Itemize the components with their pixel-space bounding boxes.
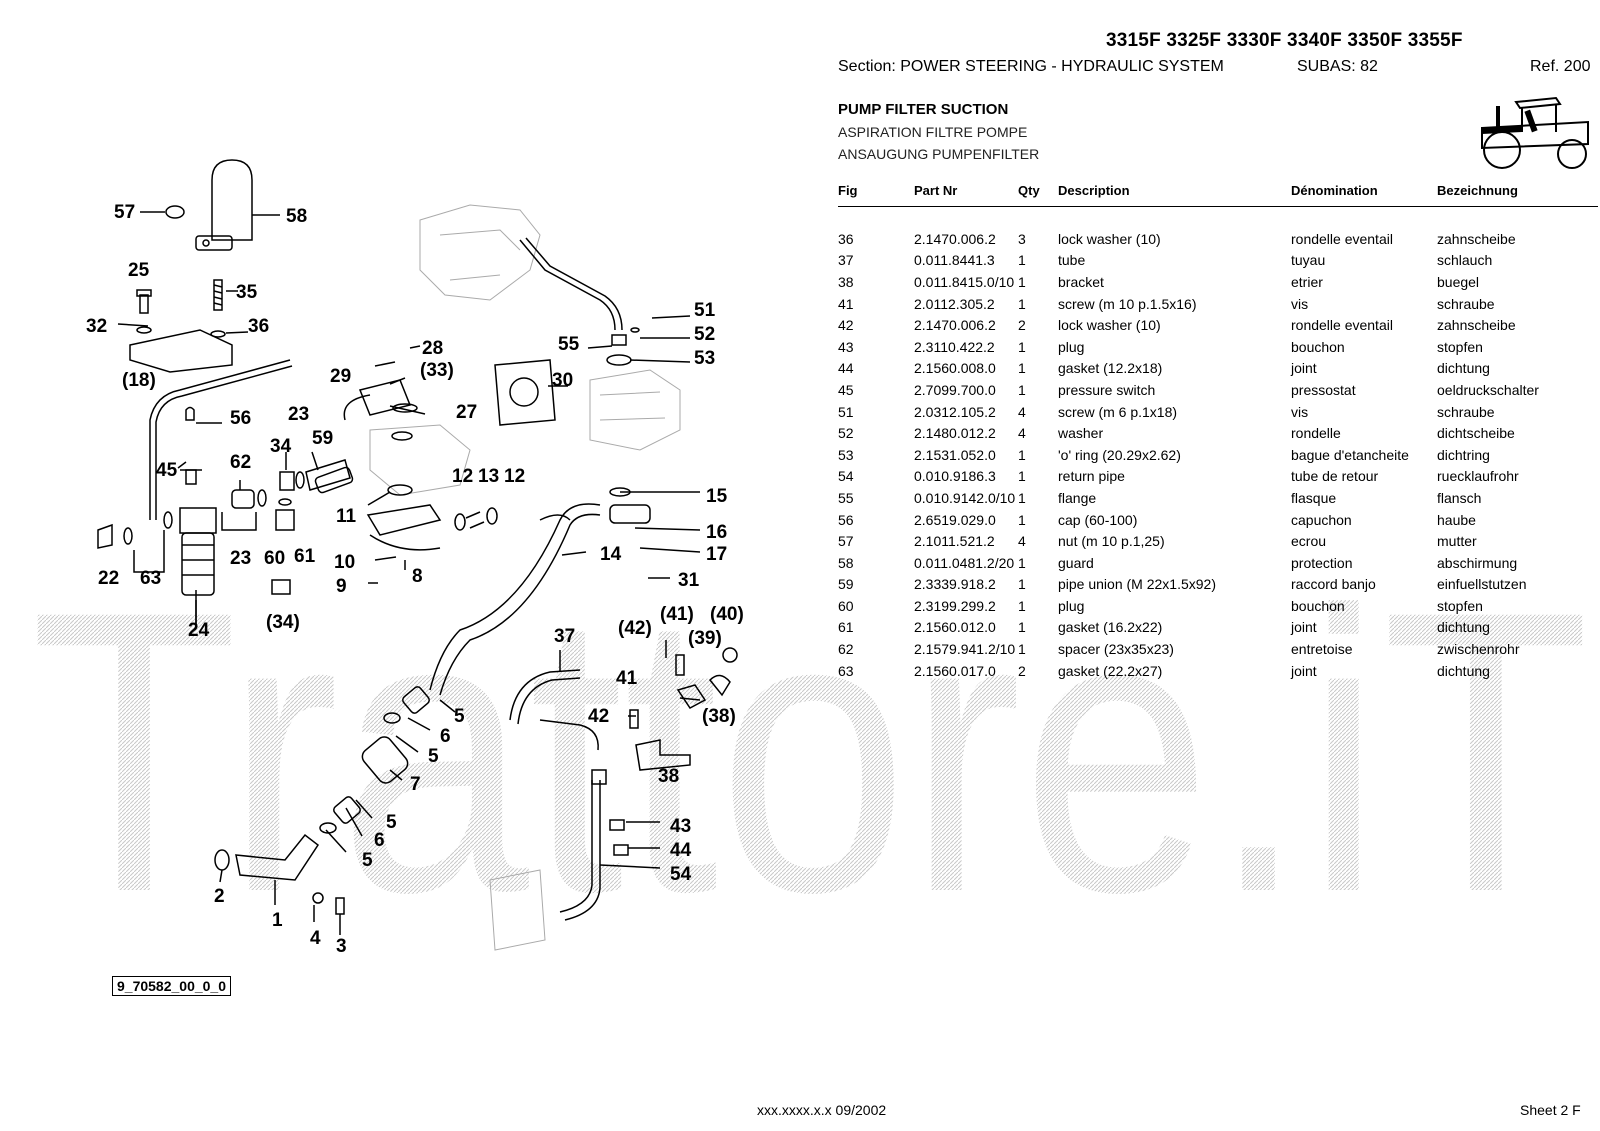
- table-row: [838, 574, 1598, 596]
- cell-qty: 1: [1018, 468, 1026, 485]
- cell-denomination: raccord banjo: [1291, 576, 1376, 593]
- table-row: [838, 358, 1598, 380]
- subas-label: SUBAS: 82: [1297, 58, 1378, 75]
- table-row: [838, 293, 1598, 315]
- reference-number: Ref. 200: [1530, 58, 1591, 75]
- callout: 55: [558, 334, 580, 355]
- cell-bezeichnung: zahnscheibe: [1437, 230, 1516, 247]
- cell-bezeichnung: ruecklaufrohr: [1437, 468, 1519, 485]
- callout: 24: [188, 620, 210, 641]
- callout: 58: [286, 206, 308, 227]
- cell-description: flange: [1058, 489, 1097, 506]
- callout: 5: [362, 850, 373, 871]
- cell-part-nr: 2.7099.700.0: [914, 381, 996, 398]
- cell-description: lock washer (10): [1058, 230, 1161, 247]
- cell-part-nr: 2.1480.012.2: [914, 425, 996, 442]
- cell-denomination: capuchon: [1291, 511, 1352, 528]
- callout: 5: [386, 812, 397, 833]
- callout: 29: [330, 366, 352, 387]
- cell-bezeichnung: oeldruckschalter: [1437, 381, 1539, 398]
- cell-qty: 1: [1018, 273, 1026, 290]
- cell-qty: 1: [1018, 489, 1026, 506]
- cell-fig: 56: [838, 511, 854, 528]
- cell-denomination: joint: [1291, 619, 1317, 636]
- table-row: [838, 422, 1598, 444]
- cell-bezeichnung: schraube: [1437, 403, 1495, 420]
- callout-labels: [86, 202, 744, 957]
- cell-denomination: flasque: [1291, 489, 1337, 506]
- cell-bezeichnung: stopfen: [1437, 597, 1483, 614]
- callout: 4: [310, 928, 321, 949]
- cell-qty: 1: [1018, 338, 1026, 355]
- cell-description: pressure switch: [1058, 381, 1156, 398]
- cell-bezeichnung: dichtung: [1437, 662, 1490, 679]
- cell-part-nr: 2.1560.017.0: [914, 662, 996, 679]
- cell-qty: 2: [1018, 662, 1026, 679]
- cell-bezeichnung: dichtung: [1437, 619, 1490, 636]
- cell-denomination: tube de retour: [1291, 468, 1379, 485]
- callout: (38): [702, 706, 736, 727]
- table-row: [838, 444, 1598, 466]
- cell-part-nr: 2.1560.012.0: [914, 619, 996, 636]
- callout: 61: [294, 546, 316, 567]
- callout: 1: [272, 910, 283, 931]
- cell-description: spacer (23x35x23): [1058, 641, 1174, 658]
- table-header-row: [838, 182, 1598, 207]
- cell-part-nr: 2.6519.029.0: [914, 511, 996, 528]
- callout: 35: [236, 282, 258, 303]
- callout: 53: [694, 348, 716, 369]
- cell-qty: 4: [1018, 425, 1026, 442]
- cell-part-nr: 2.1531.052.0: [914, 446, 996, 463]
- callout: 25: [128, 260, 150, 281]
- callout: 5: [428, 746, 439, 767]
- cell-fig: 58: [838, 554, 854, 571]
- cell-qty: 4: [1018, 533, 1026, 550]
- cell-qty: 1: [1018, 295, 1026, 312]
- table-row: [838, 552, 1598, 574]
- cell-qty: 1: [1018, 641, 1026, 658]
- table-row: [838, 314, 1598, 336]
- cell-qty: 1: [1018, 360, 1026, 377]
- cell-fig: 54: [838, 468, 854, 485]
- callout: 5: [454, 706, 465, 727]
- callout: 36: [248, 316, 270, 337]
- cell-fig: 37: [838, 252, 854, 269]
- table-row: [838, 466, 1598, 488]
- cell-description: guard: [1058, 554, 1094, 571]
- cell-denomination: etrier: [1291, 273, 1323, 290]
- table-row: [838, 509, 1598, 531]
- callout: (34): [266, 612, 300, 633]
- cell-denomination: rondelle eventail: [1291, 230, 1393, 247]
- callout: 14: [600, 544, 622, 565]
- cell-description: cap (60-100): [1058, 511, 1138, 528]
- callout: 30: [552, 370, 574, 391]
- callout: 13: [478, 466, 500, 487]
- cell-denomination: bouchon: [1291, 597, 1345, 614]
- cell-part-nr: 2.1579.941.2/10: [914, 641, 1016, 658]
- cell-fig: 63: [838, 662, 854, 679]
- cell-fig: 44: [838, 360, 854, 377]
- callout: 28: [422, 338, 444, 359]
- cell-description: return pipe: [1058, 468, 1125, 485]
- column-header-denomination: Dénomination: [1291, 182, 1437, 207]
- cell-part-nr: 2.0312.105.2: [914, 403, 996, 420]
- callout: (18): [122, 370, 156, 391]
- table-row: [838, 638, 1598, 660]
- table-row: [838, 401, 1598, 423]
- cell-bezeichnung: flansch: [1437, 489, 1482, 506]
- cell-description: plug: [1058, 338, 1085, 355]
- cell-fig: 62: [838, 641, 854, 658]
- cell-denomination: tuyau: [1291, 252, 1326, 269]
- callout: 37: [554, 626, 576, 647]
- cell-denomination: protection: [1291, 554, 1353, 571]
- cell-part-nr: 2.3199.299.2: [914, 597, 996, 614]
- cell-qty: 1: [1018, 576, 1026, 593]
- callout: 59: [312, 428, 334, 449]
- watermark-text: Trattore.iT: [30, 560, 1590, 920]
- cell-bezeichnung: abschirmung: [1437, 554, 1518, 571]
- cell-fig: 36: [838, 230, 854, 247]
- callout: 9: [336, 576, 347, 597]
- callout: (39): [688, 628, 722, 649]
- callout: 23: [230, 548, 252, 569]
- callout: 27: [456, 402, 478, 423]
- callout: 38: [658, 766, 680, 787]
- cell-denomination: vis: [1291, 403, 1309, 420]
- callout: 3: [336, 936, 347, 957]
- callout: 42: [588, 706, 610, 727]
- callout: 17: [706, 544, 728, 565]
- tractor-icon: [1476, 92, 1592, 172]
- table-row: [838, 595, 1598, 617]
- cell-bezeichnung: buegel: [1437, 273, 1480, 290]
- callout: 12: [504, 466, 526, 487]
- cell-part-nr: 2.1011.521.2: [914, 533, 995, 550]
- cell-part-nr: 0.011.8415.0/10: [914, 273, 1015, 290]
- cell-denomination: ecrou: [1291, 533, 1327, 550]
- cell-bezeichnung: dichtring: [1437, 446, 1490, 463]
- parts-table: [838, 182, 1598, 681]
- column-header-part-nr: Part Nr: [914, 182, 1018, 207]
- cell-part-nr: 2.1560.008.0: [914, 360, 996, 377]
- exploded-parts-diagram: [0, 0, 840, 1000]
- cell-bezeichnung: einfuellstutzen: [1437, 576, 1527, 593]
- table-row: [838, 617, 1598, 639]
- cell-fig: 60: [838, 597, 854, 614]
- cell-denomination: bague d'etancheite: [1291, 446, 1409, 463]
- table-row: [838, 250, 1598, 272]
- cell-description: screw (m 6 p.1x18): [1058, 403, 1178, 420]
- cell-fig: 57: [838, 533, 854, 550]
- cell-denomination: pressostat: [1291, 381, 1356, 398]
- table-row: [838, 336, 1598, 358]
- callout: (33): [420, 360, 454, 381]
- model-list: 3315F 3325F 3330F 3340F 3350F 3355F: [1106, 30, 1463, 51]
- callout: 2: [214, 886, 225, 907]
- cell-bezeichnung: haube: [1437, 511, 1476, 528]
- table-row: [838, 530, 1598, 552]
- footer-code: xxx.xxxx.x.x 09/2002: [757, 1102, 887, 1118]
- cell-qty: 3: [1018, 230, 1026, 247]
- cell-denomination: bouchon: [1291, 338, 1345, 355]
- callout: 31: [678, 570, 700, 591]
- cell-fig: 41: [838, 295, 854, 312]
- cell-bezeichnung: dichtung: [1437, 360, 1490, 377]
- callout: 6: [440, 726, 451, 747]
- cell-denomination: vis: [1291, 295, 1309, 312]
- callout: 57: [114, 202, 136, 223]
- page-title-german: ANSAUGUNG PUMPENFILTER: [838, 146, 1040, 162]
- table-row: [838, 228, 1598, 250]
- cell-fig: 55: [838, 489, 854, 506]
- callout: 41: [616, 668, 638, 689]
- cell-qty: 1: [1018, 446, 1026, 463]
- cell-description: washer: [1058, 425, 1104, 442]
- page-title-french: ASPIRATION FILTRE POMPE: [838, 124, 1028, 140]
- callout: 62: [230, 452, 252, 473]
- table-row: [838, 379, 1598, 401]
- callout: 7: [410, 774, 421, 795]
- cell-fig: 43: [838, 338, 854, 355]
- table-row: [838, 487, 1598, 509]
- callout: 15: [706, 486, 728, 507]
- callout: 43: [670, 816, 692, 837]
- cell-description: screw (m 10 p.1.5x16): [1058, 295, 1197, 312]
- cell-fig: 38: [838, 273, 854, 290]
- cell-qty: 4: [1018, 403, 1026, 420]
- cell-part-nr: 2.3339.918.2: [914, 576, 996, 593]
- cell-bezeichnung: schlauch: [1437, 252, 1493, 269]
- callout: (41): [660, 604, 694, 625]
- callout: 12: [452, 466, 474, 487]
- callout: 45: [156, 460, 178, 481]
- callout: 32: [86, 316, 108, 337]
- table-row: [838, 660, 1598, 682]
- cell-denomination: entretoise: [1291, 641, 1353, 658]
- cell-description: lock washer (10): [1058, 317, 1161, 334]
- cell-qty: 1: [1018, 511, 1026, 528]
- cell-fig: 51: [838, 403, 854, 420]
- cell-denomination: joint: [1291, 662, 1317, 679]
- cell-description: gasket (22.2x27): [1058, 662, 1163, 679]
- callout: 6: [374, 830, 385, 851]
- callout: 60: [264, 548, 286, 569]
- section-title: Section: POWER STEERING - HYDRAULIC SYSTEM: [838, 58, 1224, 75]
- page-title-english: PUMP FILTER SUCTION: [838, 101, 1009, 118]
- cell-denomination: joint: [1291, 360, 1317, 377]
- cell-part-nr: 0.011.8441.3: [914, 252, 995, 269]
- cell-description: pipe union (M 22x1.5x92): [1058, 576, 1216, 593]
- cell-bezeichnung: zwischenrohr: [1437, 641, 1520, 658]
- cell-part-nr: 2.1470.006.2: [914, 230, 996, 247]
- cell-part-nr: 2.0112.305.2: [914, 295, 995, 312]
- cell-fig: 52: [838, 425, 854, 442]
- cell-description: gasket (16.2x22): [1058, 619, 1163, 636]
- callout: (40): [710, 604, 744, 625]
- callout: 63: [140, 568, 162, 589]
- diagram-id-box: 9_70582_00_0_0: [112, 976, 231, 996]
- callout: 34: [270, 436, 292, 457]
- cell-bezeichnung: schraube: [1437, 295, 1495, 312]
- cell-qty: 1: [1018, 597, 1026, 614]
- table-body: [838, 207, 1598, 682]
- cell-qty: 1: [1018, 381, 1026, 398]
- cell-denomination: rondelle eventail: [1291, 317, 1393, 334]
- callout: 56: [230, 408, 252, 429]
- cell-fig: 42: [838, 317, 854, 334]
- cell-fig: 61: [838, 619, 854, 636]
- cell-description: 'o' ring (20.29x2.62): [1058, 446, 1181, 463]
- callout: 8: [412, 566, 423, 587]
- cell-description: bracket: [1058, 273, 1104, 290]
- cell-bezeichnung: mutter: [1437, 533, 1477, 550]
- callout: 22: [98, 568, 120, 589]
- column-header-bezeichnung: Bezeichnung: [1437, 182, 1598, 207]
- callout: 54: [670, 864, 692, 885]
- cell-bezeichnung: dichtscheibe: [1437, 425, 1515, 442]
- callout: 23: [288, 404, 310, 425]
- column-header-fig: Fig: [838, 182, 914, 207]
- cell-description: gasket (12.2x18): [1058, 360, 1163, 377]
- cell-bezeichnung: zahnscheibe: [1437, 317, 1516, 334]
- cell-denomination: rondelle: [1291, 425, 1341, 442]
- callout: 11: [336, 506, 357, 527]
- callout: 10: [334, 552, 356, 573]
- callout: 52: [694, 324, 716, 345]
- cell-description: plug: [1058, 597, 1085, 614]
- cell-fig: 59: [838, 576, 854, 593]
- cell-part-nr: 0.011.0481.2/20: [914, 554, 1015, 571]
- callout: 51: [694, 300, 716, 321]
- column-header-qty: Qty: [1018, 182, 1058, 207]
- cell-description: nut (m 10 p.1,25): [1058, 533, 1165, 550]
- cell-part-nr: 2.3110.422.2: [914, 338, 995, 355]
- cell-part-nr: 0.010.9142.0/10: [914, 489, 1016, 506]
- cell-bezeichnung: stopfen: [1437, 338, 1483, 355]
- cell-fig: 45: [838, 381, 854, 398]
- cell-part-nr: 2.1470.006.2: [914, 317, 996, 334]
- callout: 16: [706, 522, 728, 543]
- cell-qty: 1: [1018, 252, 1026, 269]
- sheet-number: Sheet 2 F: [1520, 1102, 1581, 1118]
- table-row: [838, 271, 1598, 293]
- cell-qty: 1: [1018, 619, 1026, 636]
- column-header-description: Description: [1058, 182, 1291, 207]
- callout: (42): [618, 618, 652, 639]
- cell-qty: 2: [1018, 317, 1026, 334]
- cell-part-nr: 0.010.9186.3: [914, 468, 996, 485]
- cell-qty: 1: [1018, 554, 1026, 571]
- cell-description: tube: [1058, 252, 1086, 269]
- cell-fig: 53: [838, 446, 854, 463]
- callout: 44: [670, 840, 692, 861]
